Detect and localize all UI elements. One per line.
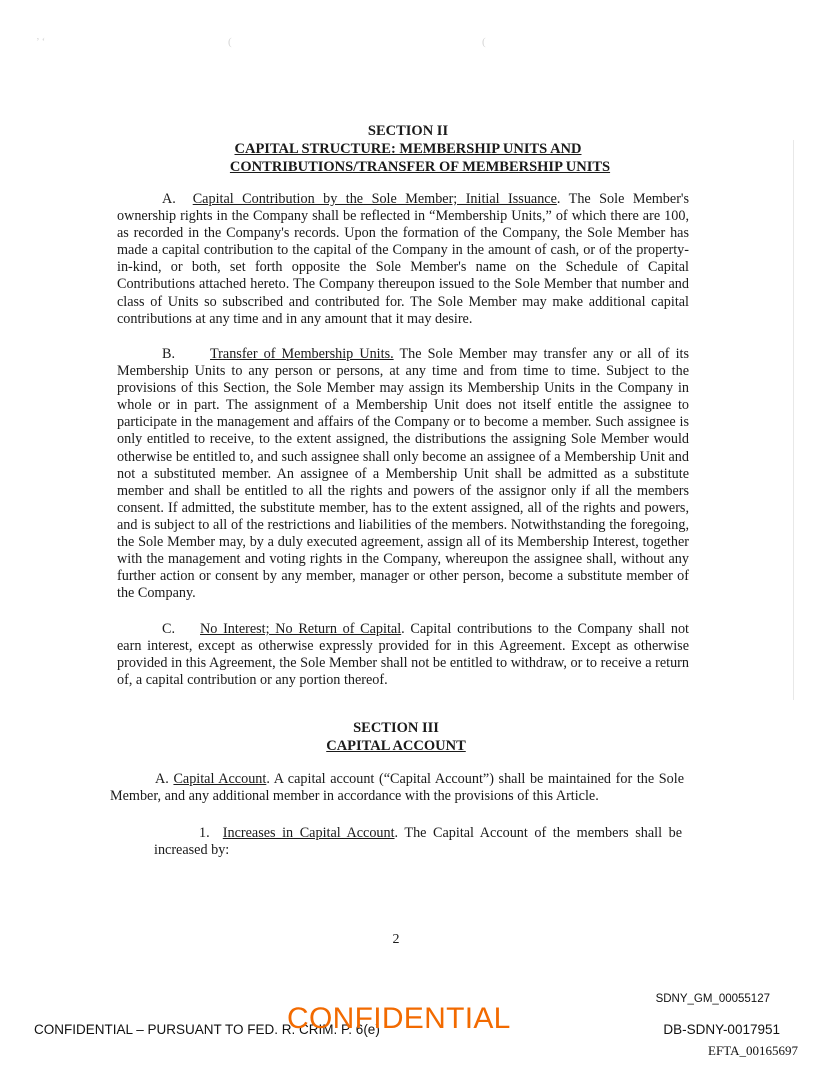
- paragraph-heading: Capital Account: [173, 771, 267, 787]
- section-2-subtitle-line2: [12, 158, 816, 177]
- paragraph-label: A.: [162, 191, 176, 207]
- page-number: 2: [392, 932, 400, 947]
- scan-artifact: ’ ‘: [36, 36, 46, 48]
- section-3-paragraph-a: [110, 771, 684, 805]
- paragraph-label: C.: [162, 621, 176, 637]
- item-heading: Increases in Capital Account: [222, 825, 395, 841]
- paragraph-heading: No Interest; No Return of Capital: [200, 621, 402, 637]
- bates-number-top: SDNY_GM_00055127: [655, 993, 770, 1005]
- scan-edge-line: [793, 140, 794, 700]
- confidential-stamp: CONFIDENTIAL: [287, 1002, 511, 1035]
- section-3-item-1: [154, 825, 682, 859]
- scan-artifact: (: [228, 36, 232, 48]
- paragraph-heading: Capital Contribution by the Sole Member; Initial Issuance: [192, 191, 557, 207]
- paragraph-text: . The Sole Member's ownership rights in the Company shall be reflected in “Membership Units,” of which there are 100, as recorded in the Company's records. Upon the formation of the Company, the Sole Member has made a capital contribution to the capital of the Company in the amount of cash, or of the property-in-kind, or both, set forth opposite the Sole Member's name on the Schedule of Capital Contributions attached hereto. The Company thereupon issued to the Sole Member that number and class of Units so subscribed and contributed for. The Sole Member may make additional capital contributions at any time and in any amount that it may desire.: [117, 191, 689, 327]
- paragraph-heading: Transfer of Membership Units.: [210, 346, 394, 362]
- bates-number-right: DB-SDNY-0017951: [663, 1022, 780, 1037]
- section-2-paragraph-b: [117, 346, 689, 602]
- item-text: . The Capital Account of the members shall be increased by:: [154, 825, 683, 859]
- item-label: 1.: [199, 825, 210, 841]
- section-2-subtitle-line1: [0, 140, 816, 159]
- scan-artifact: (: [482, 36, 486, 48]
- efta-identifier: EFTA_00165697: [708, 1043, 798, 1058]
- section-2-paragraph-c: [117, 621, 689, 689]
- paragraph-label: B.: [162, 346, 176, 362]
- paragraph-text: . Capital contributions to the Company shall not earn interest, except as otherwise expressly provided for in this Agreement. Except as otherwise provided in this Agreement, the Sole Member shall not be entitled to withdraw, or to receive a return of, a capital contribution or any portion thereof.: [117, 621, 690, 689]
- section-2-subtitle-text: CONTRIBUTIONS/TRANSFER OF MEMBERSHIP UNITS: [229, 159, 611, 175]
- section-3-subtitle-text: CAPITAL ACCOUNT: [326, 738, 466, 754]
- confidential-notice: CONFIDENTIAL – PURSUANT TO FED. R. CRIM. P. 6(e): [34, 1022, 380, 1037]
- section-3-title: SECTION III: [353, 720, 439, 736]
- paragraph-text: . A capital account (“Capital Account”) shall be maintained for the Sole Member, and any additional member in accordance with the provisions of this Article.: [110, 771, 684, 805]
- section-2-subtitle-text: CAPITAL STRUCTURE: MEMBERSHIP UNITS AND: [234, 141, 582, 157]
- section-2-paragraph-a: [117, 191, 689, 328]
- section-2-title: SECTION II: [367, 123, 449, 139]
- section-3-subtitle-line: [0, 737, 804, 756]
- paragraph-text: The Sole Member may transfer any or all of its Membership Units to any person or persons, at any time and from time to time. Subject to the provisions of this Section, the Sole Member may assign its Membership Units in the Company in whole or in part. The assignment of a Membership Unit does not itself entitle the assignee to participate in the management and affairs of the Company or to become a member. Such assignee is only entitled to receive, to the extent assigned, the distributions the assigning Sole Member would otherwise be entitled to, and such assignee shall only become an assignee of a Membership Unit and not a substituted member. An assignee of a Membership Unit shall be admitted as a substitute member and shall be entitled to all the rights and powers of the assignor only if all the members consent. If admitted, the substitute member, has to the extent assigned, all of the rights and powers, and is subject to all of the restrictions and liabilities of the members. Notwithstanding the foregoing, the Sole Member may, by a duly executed agreement, assign all of its Membership Interest, together with the management and voting rights in the Company, whereupon the assignee shall, without any further action or consent by any member, manager or other person, become a substitute member of the Company.: [117, 346, 690, 602]
- paragraph-label: A.: [155, 771, 169, 787]
